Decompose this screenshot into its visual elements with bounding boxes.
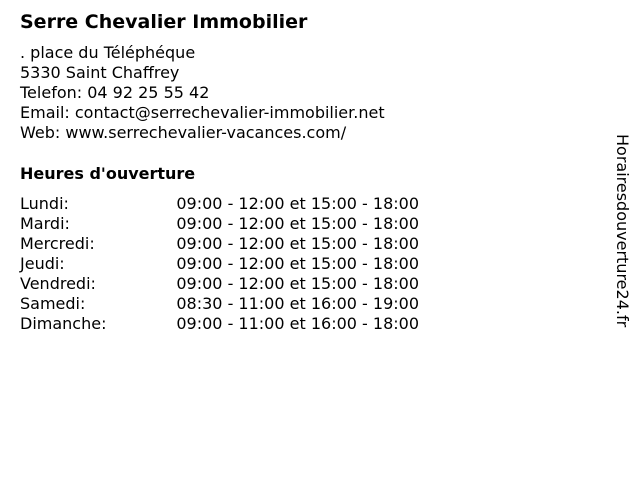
website-url: Web: www.serrechevalier-vacances.com/ <box>20 123 347 142</box>
company-name: Serre Chevalier Immobilier <box>20 11 308 33</box>
time-range: 09:00 - 12:00 et 15:00 - 18:00 <box>176 214 419 233</box>
time-range: 09:00 - 12:00 et 15:00 - 18:00 <box>176 274 419 293</box>
phone-number: Telefon: 04 92 25 55 42 <box>20 83 210 102</box>
time-range: 08:30 - 11:00 et 16:00 - 19:00 <box>176 294 419 313</box>
day-label: Vendredi: <box>20 274 96 293</box>
opening-hours-heading: Heures d'ouverture <box>20 164 196 183</box>
hours-row-monday <box>20 194 440 214</box>
hours-row-tuesday <box>20 214 440 234</box>
hours-row-wednesday <box>20 234 440 254</box>
email-address: Email: contact@serrechevalier-immobilier.net <box>20 103 385 122</box>
contact-block <box>20 43 385 143</box>
street-address: . place du Téléphéque <box>20 43 196 62</box>
city-address: 5330 Saint Chaffrey <box>20 63 180 82</box>
time-range: 09:00 - 12:00 et 15:00 - 18:00 <box>176 234 419 253</box>
time-range: 09:00 - 12:00 et 15:00 - 18:00 <box>176 254 419 273</box>
time-range: 09:00 - 12:00 et 15:00 - 18:00 <box>176 194 419 213</box>
site-watermark <box>612 134 632 374</box>
hours-row-saturday <box>20 294 440 314</box>
day-label: Samedi: <box>20 294 86 313</box>
hours-row-thursday <box>20 254 440 274</box>
hours-row-friday <box>20 274 440 294</box>
day-label: Dimanche: <box>20 314 107 333</box>
day-label: Mardi: <box>20 214 70 233</box>
day-label: Jeudi: <box>20 254 65 273</box>
day-label: Lundi: <box>20 194 69 213</box>
day-label: Mercredi: <box>20 234 95 253</box>
opening-hours-table <box>20 194 440 334</box>
site-watermark-text: Horairesdouverture24.fr <box>613 134 632 328</box>
time-range: 09:00 - 11:00 et 16:00 - 18:00 <box>176 314 419 333</box>
hours-row-sunday <box>20 314 440 334</box>
